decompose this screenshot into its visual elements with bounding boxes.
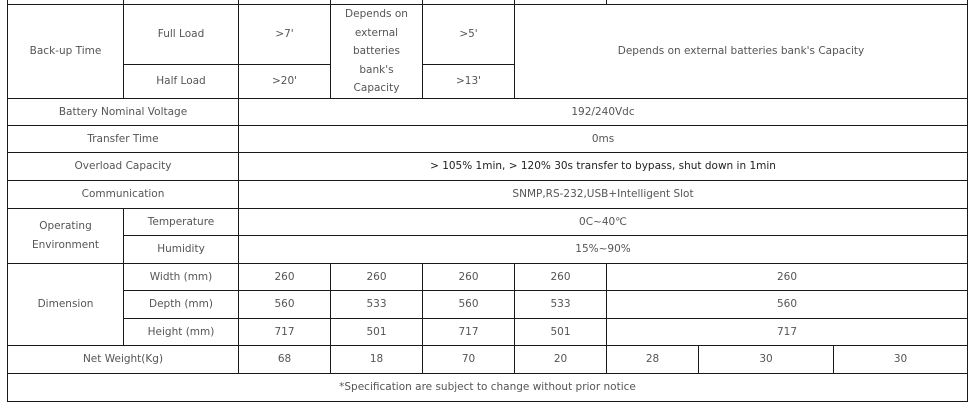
width-value: 260 (423, 263, 515, 290)
table-row-battery-voltage (8, 98, 968, 125)
width-value: 260 (607, 263, 968, 290)
depth-value: 560 (607, 290, 968, 318)
table-row-transfer-time (8, 125, 968, 152)
transfer-time-value: 0ms (239, 125, 968, 152)
backup-depends-cell: Depends on external batteries bank's Capacity (331, 5, 423, 99)
backup-full-value: >7' (239, 5, 331, 65)
backup-full-value-3: >5' (423, 5, 515, 65)
net-weight-value: 30 (834, 345, 968, 373)
backup-depends-wide-cell: Depends on external batteries bank's Capacity (515, 5, 968, 99)
net-weight-value: 70 (423, 345, 515, 373)
depth-value: 533 (331, 290, 423, 318)
net-weight-value: 20 (515, 345, 607, 373)
width-value: 260 (331, 263, 423, 290)
table-row-backup-full (8, 5, 968, 65)
net-weight-label: Net Weight(Kg) (8, 345, 239, 373)
net-weight-value: 30 (699, 345, 834, 373)
table-row-footnote (8, 373, 968, 401)
height-value: 717 (423, 318, 515, 345)
table-row-communication (8, 180, 968, 208)
width-label: Width (mm) (124, 263, 239, 290)
communication-label: Communication (8, 180, 239, 208)
table-row-humidity (8, 235, 968, 263)
width-value: 260 (515, 263, 607, 290)
battery-voltage-value: 192/240Vdc (239, 98, 968, 125)
backup-half-value: >20' (239, 64, 331, 98)
dimension-label: Dimension (8, 263, 124, 345)
temperature-label: Temperature (124, 208, 239, 235)
spec-table (7, 0, 968, 402)
net-weight-value: 68 (239, 345, 331, 373)
width-value: 260 (239, 263, 331, 290)
depth-label: Depth (mm) (124, 290, 239, 318)
table-row-net-weight (8, 345, 968, 373)
operating-environment-label: Operating Environment (8, 208, 124, 263)
table-row-height (8, 318, 968, 345)
backup-time-label: Back-up Time (8, 5, 124, 99)
table-row-width (8, 263, 968, 290)
depth-value: 560 (239, 290, 331, 318)
footnote: *Specification are subject to change without prior notice (8, 373, 968, 401)
height-value: 501 (515, 318, 607, 345)
temperature-value: 0C~40℃ (239, 208, 968, 235)
height-value: 717 (239, 318, 331, 345)
battery-voltage-label: Battery Nominal Voltage (8, 98, 239, 125)
transfer-time-label: Transfer Time (8, 125, 239, 152)
height-value: 501 (331, 318, 423, 345)
net-weight-value: 28 (607, 345, 699, 373)
half-load-label: Half Load (124, 64, 239, 98)
humidity-value: 15%~90% (239, 235, 968, 263)
full-load-label: Full Load (124, 5, 239, 65)
height-label: Height (mm) (124, 318, 239, 345)
net-weight-value: 18 (331, 345, 423, 373)
table-row-depth (8, 290, 968, 318)
backup-half-value-3: >13' (423, 64, 515, 98)
overload-label: Overload Capacity (8, 152, 239, 180)
table-row-overload (8, 152, 968, 180)
table-row-temperature (8, 208, 968, 235)
overload-value: > 105% 1min, > 120% 30s transfer to bypass, shut down in 1min (239, 152, 968, 180)
depth-value: 533 (515, 290, 607, 318)
communication-value: SNMP,RS-232,USB+Intelligent Slot (239, 180, 968, 208)
height-value: 717 (607, 318, 968, 345)
depth-value: 560 (423, 290, 515, 318)
humidity-label: Humidity (124, 235, 239, 263)
